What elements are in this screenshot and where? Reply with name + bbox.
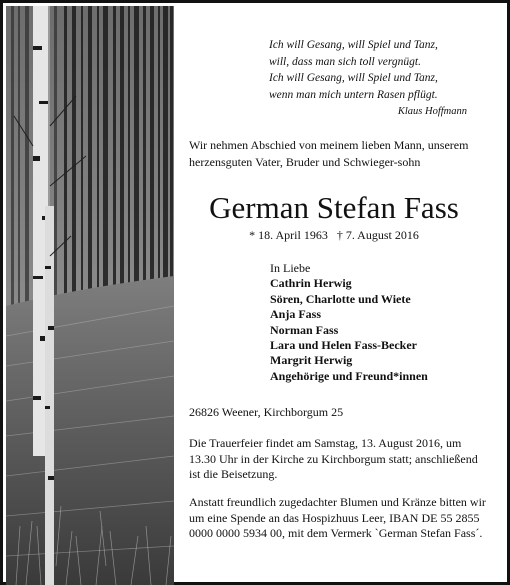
family-address: 26826 Weener, Kirchborgum 25 <box>189 405 344 419</box>
mourner-name: Angehörige und Freund*innen <box>270 368 428 383</box>
mourner-name: Lara und Helen Fass-Becker <box>270 338 417 353</box>
mourner-name: Norman Fass <box>270 322 339 337</box>
poem-line: will, dass man sich toll vergnügt. <box>269 55 421 68</box>
poem-author: Klaus Hoffmann <box>397 106 467 117</box>
mourners-lead: In Liebe <box>270 261 311 275</box>
mourner-name: Sören, Charlotte und Wiete <box>270 291 411 306</box>
birch-forest-image <box>6 6 174 585</box>
poem <box>269 37 469 103</box>
birch-forest-photo <box>6 6 174 585</box>
donation-info: Anstatt freundlich zugedachter Blumen und Kränze bitten wir um eine Spende an das Hospizhuus Leer, IBAN DE 55 2855 0000 0000 5934 00, mit dem Vermerk `German Stefan Fass´. <box>189 495 486 540</box>
mourner-name: Cathrin Herwig <box>270 276 352 291</box>
mourner-name: Anja Fass <box>270 307 322 322</box>
poem-line: wenn man mich untern Rasen pflügt. <box>269 88 438 101</box>
deceased-name: German Stefan Fass <box>209 190 459 225</box>
life-dates: * 18. April 1963 † 7. August 2016 <box>249 228 419 242</box>
poem-line: Ich will Gesang, will Spiel und Tanz, <box>269 39 438 51</box>
poem-line: Ich will Gesang, will Spiel und Tanz, <box>269 72 438 84</box>
farewell-intro: Wir nehmen Abschied von meinem lieben Mann, unserem herzensguten Vater, Bruder und Schwieger-sohn <box>189 138 469 169</box>
funeral-service-info: Die Trauerfeier findet am Samstag, 13. August 2016, um 13.30 Uhr in der Kirche zu Kirchborgum statt; anschließend ist die Beisetzung. <box>189 436 478 481</box>
mourners-list <box>270 261 490 384</box>
mourner-name: Margrit Herwig <box>270 353 353 368</box>
